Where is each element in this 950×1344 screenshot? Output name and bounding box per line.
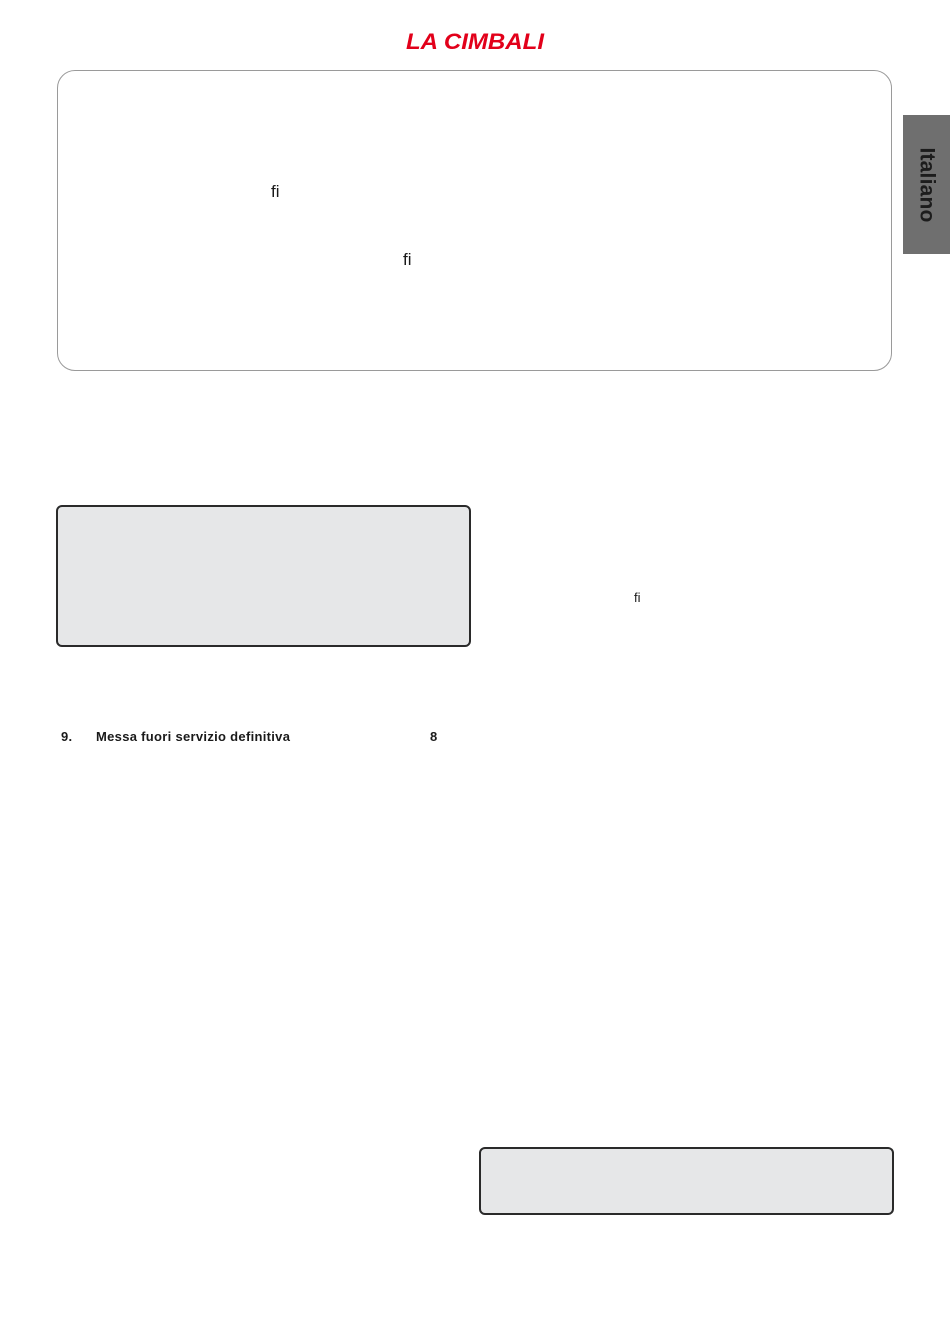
language-tab	[903, 115, 950, 254]
ligature-text: fi	[403, 250, 412, 269]
section-page-number: 8	[430, 729, 438, 744]
logo-text: LA CIMBALI	[406, 29, 545, 54]
language-tab-label: Italiano	[915, 146, 939, 223]
info-box	[57, 70, 892, 371]
section-number: 9.	[61, 729, 73, 744]
ligature-text: fi	[271, 182, 280, 201]
cimbali-logo-mark	[404, 22, 548, 58]
cimbali-logo	[404, 22, 548, 58]
section-title: Messa fuori servizio definitiva	[96, 729, 291, 744]
ligature-text: fi	[634, 590, 641, 605]
section-heading	[61, 729, 451, 745]
note-box	[479, 1147, 894, 1215]
note-box	[56, 505, 471, 647]
